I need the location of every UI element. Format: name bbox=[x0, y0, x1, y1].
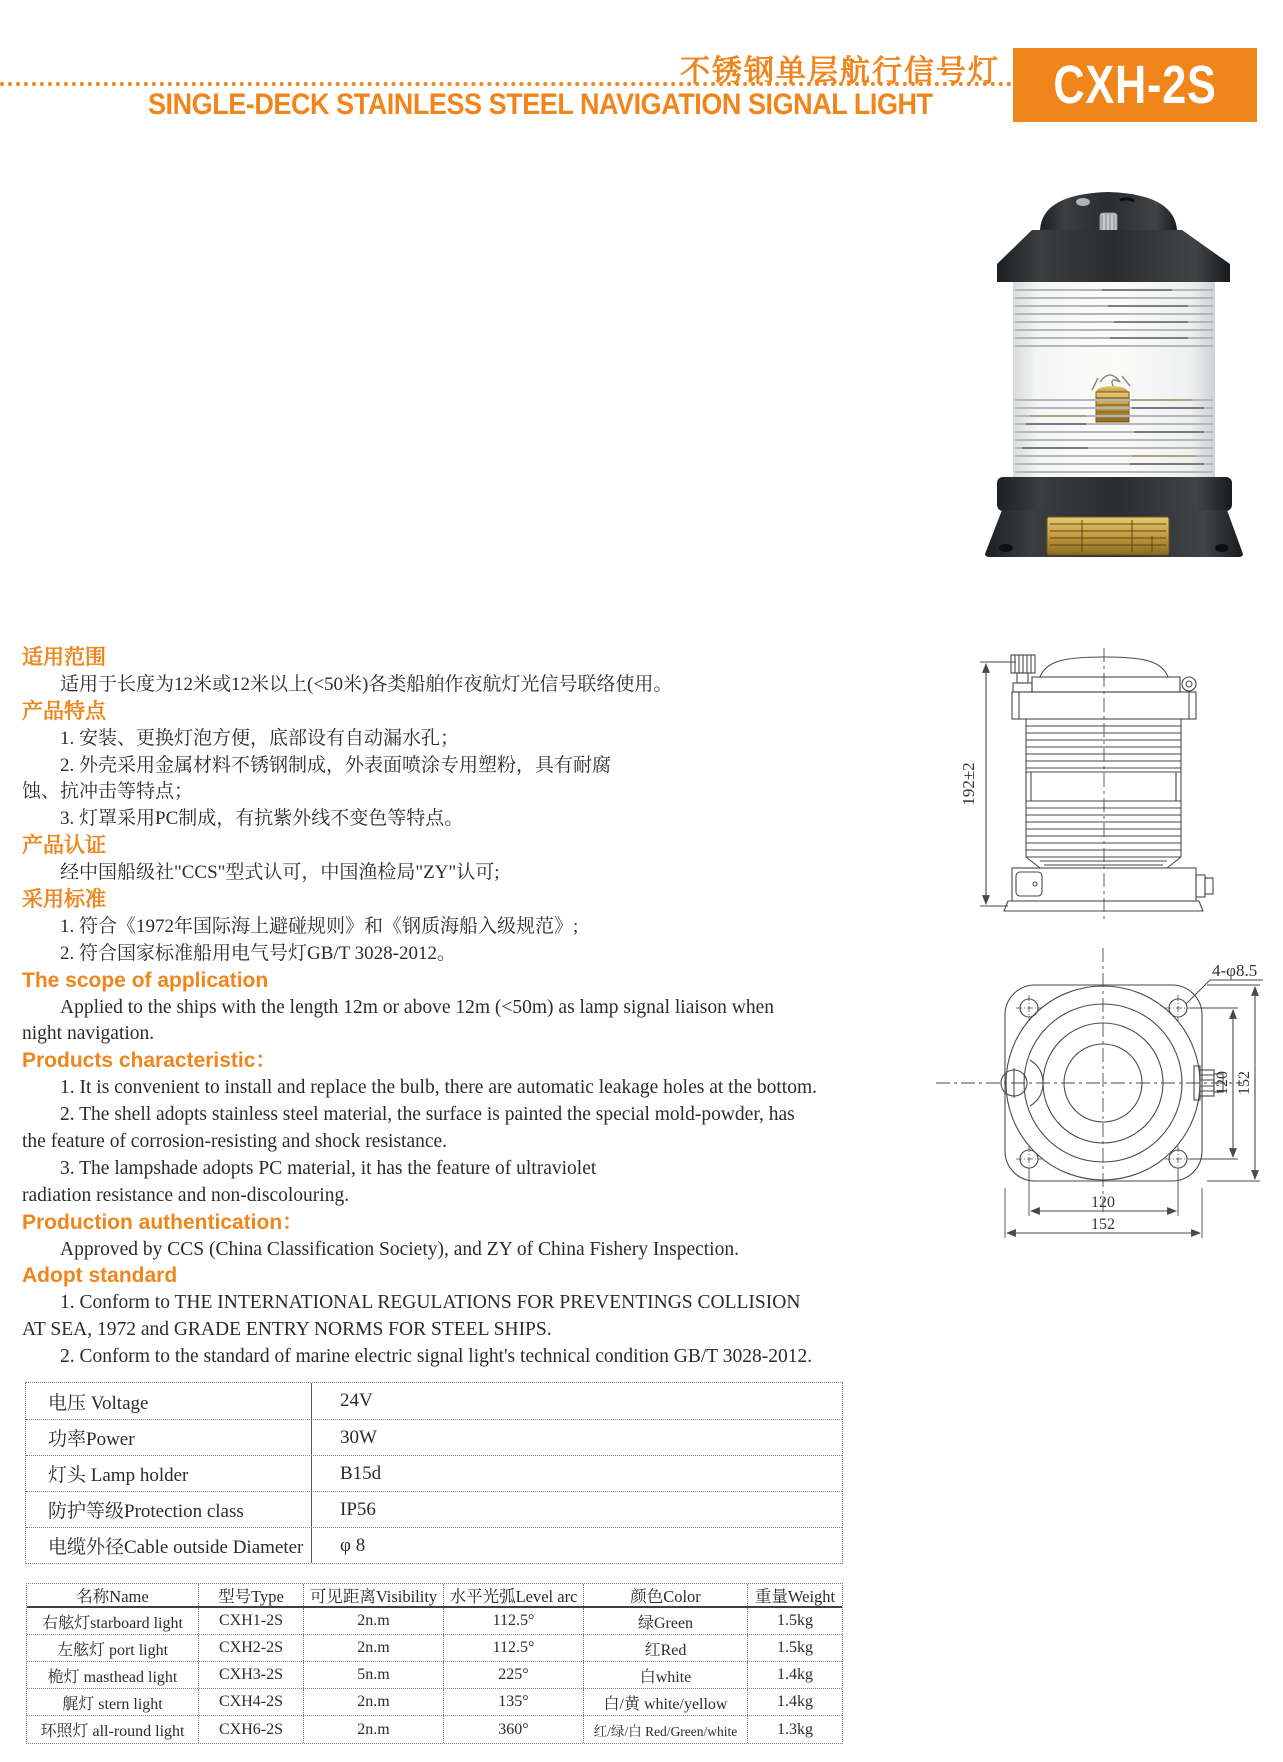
table-row bbox=[26, 1527, 842, 1563]
table-row bbox=[26, 1455, 842, 1491]
section-characteristic-title: Products characteristic： bbox=[22, 1049, 277, 1073]
table-row bbox=[26, 1383, 842, 1419]
cell-color: 红/绿/白 Red/Green/white bbox=[583, 1716, 747, 1743]
cell-weight: 1.4kg bbox=[747, 1662, 842, 1688]
cell-type: CXH3-2S bbox=[198, 1662, 303, 1688]
cell-name: 桅灯 masthead light bbox=[47, 1668, 178, 1686]
features-cn-item-1: 1. 安装、更换灯泡方便，底部设有自动漏水孔； bbox=[60, 727, 460, 749]
page-title-english: SINGLE-DECK STAINLESS STEEL NAVIGATION SIGNAL LIGHT bbox=[148, 88, 933, 121]
standard-cn-item-1: 1. 符合《1972年国际海上避碰规则》和《钢质海船入级规范》; bbox=[60, 915, 579, 937]
cell-name: 右舷灯starboard light bbox=[42, 1614, 183, 1632]
cell-name: 环照灯 all-round light bbox=[40, 1723, 185, 1740]
standard-cn-item-2: 2. 符合国家标准船用电气号灯GB/T 3028-2012。 bbox=[60, 942, 457, 964]
section-cert-cn-title: 产品认证 bbox=[22, 834, 106, 858]
scope-en-line-2: night navigation. bbox=[22, 1023, 155, 1045]
column-header-name: 名称Name bbox=[76, 1587, 149, 1606]
table-row bbox=[27, 1635, 842, 1662]
page-title-chinese: 不锈钢单层航行信号灯 bbox=[680, 55, 1000, 88]
section-standard-cn-title: 采用标准 bbox=[22, 888, 106, 912]
models-table bbox=[26, 1583, 843, 1744]
bottom-view-bolt-holes bbox=[1016, 995, 1191, 1172]
cell-name: 左舷灯 port light bbox=[56, 1641, 169, 1659]
spec-label: 功率Power bbox=[48, 1429, 135, 1450]
adopt-standard-line-2: AT SEA, 1972 and GRADE ENTRY NORMS FOR STEEL SHIPS. bbox=[22, 1319, 552, 1341]
spec-value: 30W bbox=[311, 1420, 842, 1455]
cell-weight: 1.5kg bbox=[747, 1635, 842, 1661]
features-cn-item-2a: 2. 外壳采用金属材料不锈钢制成，外表面喷涂专用塑粉，具有耐腐 bbox=[60, 754, 612, 776]
side-view-dimension-192 bbox=[959, 662, 1016, 906]
cell-visibility: 2n.m bbox=[303, 1716, 443, 1743]
table-row bbox=[26, 1419, 842, 1455]
header-dotted-rule bbox=[0, 82, 1012, 86]
cell-visibility: 2n.m bbox=[303, 1689, 443, 1715]
characteristic-item-3b: radiation resistance and non-discolouring. bbox=[22, 1184, 350, 1206]
cell-weight: 1.5kg bbox=[747, 1608, 842, 1634]
cert-cn-body: 经中国船级社"CCS"型式认可，中国渔检局"ZY"认可; bbox=[60, 862, 500, 884]
spec-label: 电压 Voltage bbox=[48, 1392, 149, 1414]
cell-color: 白/黄 white/yellow bbox=[583, 1689, 747, 1715]
cell-level-arc: 112.5° bbox=[443, 1635, 583, 1661]
photo-lower-collar bbox=[997, 477, 1232, 511]
characteristic-item-3a: 3. The lampshade adopts PC material, it has the feature of ultraviolet bbox=[60, 1157, 597, 1179]
cell-type: CXH2-2S bbox=[198, 1635, 303, 1661]
adopt-standard-line-3: 2. Conform to the standard of marine electric signal light's technical condition GB/T 3028-2012. bbox=[60, 1346, 813, 1368]
characteristic-item-2b: the feature of corrosion-resisting and shock resistance. bbox=[22, 1131, 448, 1153]
models-table-header-row bbox=[27, 1584, 842, 1608]
features-cn-item-2b: 蚀、抗冲击等特点； bbox=[22, 781, 194, 803]
cell-type: CXH1-2S bbox=[198, 1608, 303, 1634]
svg-text:152: 152 bbox=[1236, 1071, 1253, 1095]
features-cn-item-3: 3. 灯罩采用PC制成，有抗紫外线不变色等特点。 bbox=[60, 808, 464, 830]
characteristic-item-1: 1. It is convenient to install and replace the bulb, there are automatic leakage holes at the bottom. bbox=[60, 1077, 817, 1099]
cell-name: 艉灯 stern light bbox=[62, 1695, 163, 1713]
specifications-table bbox=[25, 1382, 843, 1564]
scope-en-line-1: Applied to the ships with the length 12m or above 12m (<50m) as lamp signal liaison when bbox=[60, 996, 774, 1018]
section-features-cn-title: 产品特点 bbox=[22, 699, 106, 723]
svg-text:120: 120 bbox=[1214, 1071, 1231, 1095]
spec-label: 电缆外径Cable outside Diameter bbox=[48, 1537, 304, 1558]
authentication-body: Approved by CCS (China Classification Society), and ZY of China Fishery Inspection. bbox=[60, 1238, 739, 1260]
svg-text:120: 120 bbox=[1091, 1194, 1115, 1211]
svg-text:152: 152 bbox=[1091, 1216, 1115, 1233]
table-row bbox=[26, 1491, 842, 1527]
column-header-visibility: 可见距离Visibility bbox=[303, 1584, 443, 1606]
cell-type: CXH6-2S bbox=[198, 1716, 303, 1743]
column-header-weight: 重量Weight bbox=[747, 1584, 842, 1606]
cell-level-arc: 360° bbox=[443, 1716, 583, 1743]
characteristic-item-2a: 2. The shell adopts stainless steel material, the surface is painted the special mold-powder, has bbox=[60, 1104, 795, 1126]
cell-color: 绿Green bbox=[583, 1608, 747, 1634]
section-scope-cn-title: 适用范围 bbox=[22, 646, 106, 669]
bottom-view-holes-label bbox=[1186, 961, 1263, 1004]
model-badge-label: CXH-2S bbox=[1053, 55, 1217, 115]
cell-level-arc: 112.5° bbox=[443, 1608, 583, 1634]
table-row bbox=[27, 1716, 842, 1743]
column-header-level-arc: 水平光弧Level arc bbox=[443, 1584, 583, 1606]
spec-label: 防护等级Protection class bbox=[48, 1501, 244, 1522]
section-authentication-title: Production authentication： bbox=[22, 1210, 304, 1234]
scope-cn-body: 适用于长度为12米或12米以上(<50米)各类船舶作夜航灯光信号联络使用。 bbox=[60, 673, 673, 695]
cell-visibility: 5n.m bbox=[303, 1662, 443, 1688]
cell-weight: 1.4kg bbox=[747, 1689, 842, 1715]
column-header-type: 型号Type bbox=[198, 1584, 303, 1606]
content-text-block bbox=[22, 645, 852, 1371]
section-adopt-standard-title: Adopt standard bbox=[22, 1264, 178, 1288]
svg-text:4-φ8.5: 4-φ8.5 bbox=[1212, 961, 1258, 980]
svg-text:192±2: 192±2 bbox=[959, 762, 978, 806]
model-badge bbox=[1013, 48, 1257, 122]
spec-value: IP56 bbox=[311, 1492, 842, 1527]
spec-value: B15d bbox=[311, 1456, 842, 1491]
technical-drawing-bottom-view bbox=[930, 940, 1283, 1245]
section-scope-en-title: The scope of application bbox=[22, 968, 269, 992]
adopt-standard-line-1: 1. Conform to THE INTERNATIONAL REGULATIONS FOR PREVENTINGS COLLISION bbox=[60, 1292, 801, 1314]
cell-type: CXH4-2S bbox=[198, 1689, 303, 1715]
cell-visibility: 2n.m bbox=[303, 1635, 443, 1661]
table-row bbox=[27, 1662, 842, 1689]
cell-weight: 1.3kg bbox=[747, 1716, 842, 1743]
cell-visibility: 2n.m bbox=[303, 1608, 443, 1634]
cell-level-arc: 225° bbox=[443, 1662, 583, 1688]
product-photo-navigation-light bbox=[982, 186, 1244, 558]
technical-drawing-side-view bbox=[955, 645, 1283, 925]
photo-cap-brim bbox=[997, 230, 1230, 282]
spec-label: 灯头 Lamp holder bbox=[48, 1465, 189, 1486]
cell-color: 白white bbox=[583, 1662, 747, 1688]
cell-color: 红Red bbox=[583, 1635, 747, 1661]
photo-nameplate bbox=[1047, 517, 1169, 555]
cell-level-arc: 135° bbox=[443, 1689, 583, 1715]
spec-value: 24V bbox=[311, 1383, 842, 1419]
bottom-view-dim-120-vertical bbox=[1190, 1008, 1238, 1159]
table-row bbox=[27, 1689, 842, 1716]
spec-value: φ 8 bbox=[311, 1528, 842, 1563]
column-header-color: 颜色Color bbox=[583, 1584, 747, 1606]
table-row bbox=[27, 1608, 842, 1635]
bottom-view-dim-120-horizontal bbox=[1029, 1170, 1178, 1216]
